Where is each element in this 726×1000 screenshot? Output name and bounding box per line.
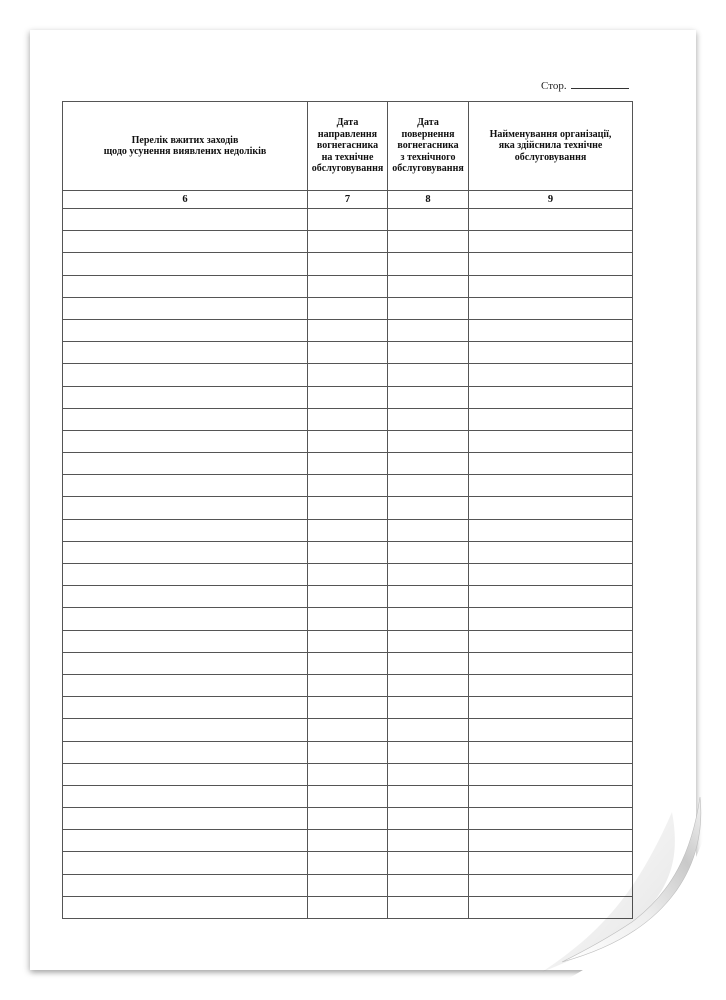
table-cell[interactable] — [63, 808, 308, 830]
header-line: повернення — [401, 128, 455, 140]
table-cell[interactable] — [308, 741, 388, 763]
table-cell[interactable] — [388, 608, 469, 630]
table-row — [63, 319, 633, 341]
table-cell[interactable] — [388, 497, 469, 519]
table-row — [63, 719, 633, 741]
table-row — [63, 519, 633, 541]
table-cell[interactable] — [308, 541, 388, 563]
table-cell[interactable] — [63, 830, 308, 852]
table-row — [63, 564, 633, 586]
table-row — [63, 408, 633, 430]
header-line: щодо усунення виявлених недоліків — [103, 146, 267, 157]
table-cell[interactable] — [469, 608, 633, 630]
header-date-sent — [308, 102, 388, 191]
header-line: Найменування організації, — [489, 128, 612, 140]
table-cell[interactable] — [388, 808, 469, 830]
table-cell[interactable] — [63, 253, 308, 275]
table-cell[interactable] — [469, 231, 633, 253]
header-line: Перелік вжитих заходів — [131, 134, 239, 146]
table-cell[interactable] — [388, 386, 469, 408]
table-cell[interactable] — [308, 763, 388, 785]
table-cell[interactable] — [388, 763, 469, 785]
table-cell[interactable] — [308, 497, 388, 519]
table-cell[interactable] — [63, 896, 308, 918]
table-row — [63, 231, 633, 253]
table-row — [63, 608, 633, 630]
table-cell[interactable] — [63, 697, 308, 719]
table-cell[interactable] — [308, 630, 388, 652]
table-row — [63, 342, 633, 364]
table-cell[interactable] — [308, 852, 388, 874]
table-cell[interactable] — [63, 364, 308, 386]
table-cell[interactable] — [469, 497, 633, 519]
table-cell[interactable] — [469, 209, 633, 231]
table-cell[interactable] — [63, 564, 308, 586]
table-cell[interactable] — [63, 297, 308, 319]
table-cell[interactable] — [308, 808, 388, 830]
table-cell[interactable] — [308, 275, 388, 297]
table-row — [63, 364, 633, 386]
table-row — [63, 652, 633, 674]
table-cell[interactable] — [308, 475, 388, 497]
table-cell[interactable] — [63, 719, 308, 741]
table-cell[interactable] — [308, 719, 388, 741]
table-cell[interactable] — [308, 564, 388, 586]
table-cell[interactable] — [308, 697, 388, 719]
table-cell[interactable] — [388, 319, 469, 341]
table-cell[interactable] — [469, 430, 633, 452]
table-row — [63, 674, 633, 696]
table-cell[interactable] — [469, 874, 633, 896]
table-cell[interactable] — [63, 763, 308, 785]
table-cell[interactable] — [469, 763, 633, 785]
page-number-field — [541, 79, 629, 92]
page-number-label: Стор. — [541, 80, 567, 92]
table-cell[interactable] — [308, 830, 388, 852]
column-number: 8 — [388, 191, 469, 209]
table-cell[interactable] — [388, 519, 469, 541]
table-cell[interactable] — [388, 231, 469, 253]
table-cell[interactable] — [63, 874, 308, 896]
table-cell[interactable] — [308, 342, 388, 364]
table-cell[interactable] — [308, 253, 388, 275]
table-row — [63, 275, 633, 297]
header-line: вогнегасника — [397, 140, 459, 152]
header-line: вогнегасника — [316, 140, 379, 152]
table-cell[interactable] — [308, 586, 388, 608]
table-row — [63, 386, 633, 408]
table-cell[interactable] — [63, 741, 308, 763]
table-cell[interactable] — [308, 209, 388, 231]
column-number: 6 — [63, 191, 308, 209]
table-cell[interactable] — [308, 785, 388, 807]
table-row — [63, 830, 633, 852]
table-cell[interactable] — [63, 408, 308, 430]
table-cell[interactable] — [388, 896, 469, 918]
table-cell[interactable] — [308, 453, 388, 475]
header-line: на технічне — [321, 151, 374, 163]
table-cell[interactable] — [469, 564, 633, 586]
header-line: Дата — [336, 117, 359, 129]
table-cell[interactable] — [63, 209, 308, 231]
table-cell[interactable] — [63, 475, 308, 497]
table-cell[interactable] — [388, 564, 469, 586]
column-number: 9 — [469, 191, 633, 209]
table-cell[interactable] — [308, 874, 388, 896]
table-row — [63, 497, 633, 519]
table-cell[interactable] — [63, 231, 308, 253]
table-row — [63, 475, 633, 497]
table-cell[interactable] — [63, 497, 308, 519]
table-cell[interactable] — [469, 652, 633, 674]
header-line: обслуговування — [392, 163, 464, 175]
table-cell[interactable] — [469, 785, 633, 807]
table-row — [63, 763, 633, 785]
table-cell[interactable] — [63, 586, 308, 608]
table-cell[interactable] — [469, 297, 633, 319]
table-cell[interactable] — [308, 519, 388, 541]
table-cell[interactable] — [469, 830, 633, 852]
table-cell[interactable] — [308, 408, 388, 430]
table-cell[interactable] — [469, 519, 633, 541]
table-row — [63, 297, 633, 319]
table-row — [63, 453, 633, 475]
table-cell[interactable] — [63, 852, 308, 874]
header-service-organization — [469, 102, 633, 191]
table-cell[interactable] — [388, 364, 469, 386]
table-row — [63, 209, 633, 231]
table-cell[interactable] — [308, 231, 388, 253]
header-line: яка здійснила технічне — [498, 140, 603, 152]
table-cell[interactable] — [63, 519, 308, 541]
table-cell[interactable] — [388, 408, 469, 430]
table-cell[interactable] — [388, 430, 469, 452]
table-row — [63, 741, 633, 763]
table-cell[interactable] — [388, 652, 469, 674]
table-cell[interactable] — [388, 541, 469, 563]
page-number-blank[interactable] — [571, 79, 629, 89]
header-line: Дата — [417, 117, 439, 129]
table-cell[interactable] — [388, 874, 469, 896]
header-line: обслуговування — [514, 151, 587, 163]
table-cell[interactable] — [469, 364, 633, 386]
table-cell[interactable] — [469, 342, 633, 364]
table-cell[interactable] — [388, 586, 469, 608]
table-cell[interactable] — [388, 785, 469, 807]
header-line: обслуговування — [311, 163, 384, 175]
table-cell[interactable] — [63, 319, 308, 341]
table-cell[interactable] — [469, 808, 633, 830]
column-number-row — [63, 191, 633, 209]
table-cell[interactable] — [469, 275, 633, 297]
table-cell[interactable] — [388, 830, 469, 852]
table-cell[interactable] — [469, 253, 633, 275]
table-cell[interactable] — [63, 430, 308, 452]
table-cell[interactable] — [63, 652, 308, 674]
table-cell[interactable] — [388, 719, 469, 741]
table-row — [63, 874, 633, 896]
column-number: 7 — [308, 191, 388, 209]
table-cell[interactable] — [469, 896, 633, 918]
table-cell[interactable] — [308, 652, 388, 674]
maintenance-log-table — [62, 101, 633, 919]
table-row — [63, 808, 633, 830]
table-cell[interactable] — [63, 785, 308, 807]
table-cell[interactable] — [63, 386, 308, 408]
table-cell[interactable] — [308, 430, 388, 452]
table-row — [63, 586, 633, 608]
table-cell[interactable] — [308, 608, 388, 630]
table-row — [63, 430, 633, 452]
table-cell[interactable] — [469, 697, 633, 719]
table-cell[interactable] — [63, 541, 308, 563]
table-cell[interactable] — [388, 475, 469, 497]
table-cell[interactable] — [388, 697, 469, 719]
table-cell[interactable] — [388, 275, 469, 297]
table-row — [63, 253, 633, 275]
table-cell[interactable] — [469, 741, 633, 763]
table-cell[interactable] — [63, 608, 308, 630]
table-row — [63, 785, 633, 807]
table-cell[interactable] — [308, 386, 388, 408]
table-cell[interactable] — [63, 342, 308, 364]
log-body — [63, 209, 633, 919]
table-row — [63, 852, 633, 874]
header-date-returned — [388, 102, 469, 191]
table-cell[interactable] — [308, 364, 388, 386]
table-cell[interactable] — [469, 586, 633, 608]
table-row — [63, 541, 633, 563]
table-row — [63, 630, 633, 652]
table-cell[interactable] — [63, 674, 308, 696]
header-line: направлення — [317, 128, 378, 140]
table-cell[interactable] — [388, 741, 469, 763]
table-cell[interactable] — [388, 297, 469, 319]
table-cell[interactable] — [388, 209, 469, 231]
table-cell[interactable] — [388, 342, 469, 364]
table-cell[interactable] — [63, 453, 308, 475]
table-cell[interactable] — [469, 719, 633, 741]
header-line: з технічного — [400, 151, 456, 163]
table-cell[interactable] — [469, 852, 633, 874]
table-cell[interactable] — [469, 408, 633, 430]
table-cell[interactable] — [388, 630, 469, 652]
table-cell[interactable] — [388, 453, 469, 475]
table-cell[interactable] — [308, 674, 388, 696]
table-row — [63, 697, 633, 719]
table-cell[interactable] — [469, 453, 633, 475]
table-cell[interactable] — [308, 319, 388, 341]
table-cell[interactable] — [469, 541, 633, 563]
header-measures-taken — [63, 102, 308, 191]
table-cell[interactable] — [469, 630, 633, 652]
table-cell[interactable] — [388, 674, 469, 696]
table-cell[interactable] — [63, 275, 308, 297]
table-cell[interactable] — [63, 630, 308, 652]
table-cell[interactable] — [388, 852, 469, 874]
header-row — [63, 102, 633, 191]
table-cell[interactable] — [308, 297, 388, 319]
table-cell[interactable] — [469, 319, 633, 341]
table-cell[interactable] — [469, 386, 633, 408]
table-cell[interactable] — [469, 475, 633, 497]
table-cell[interactable] — [469, 674, 633, 696]
table-cell[interactable] — [308, 896, 388, 918]
table-row — [63, 896, 633, 918]
table-cell[interactable] — [388, 253, 469, 275]
